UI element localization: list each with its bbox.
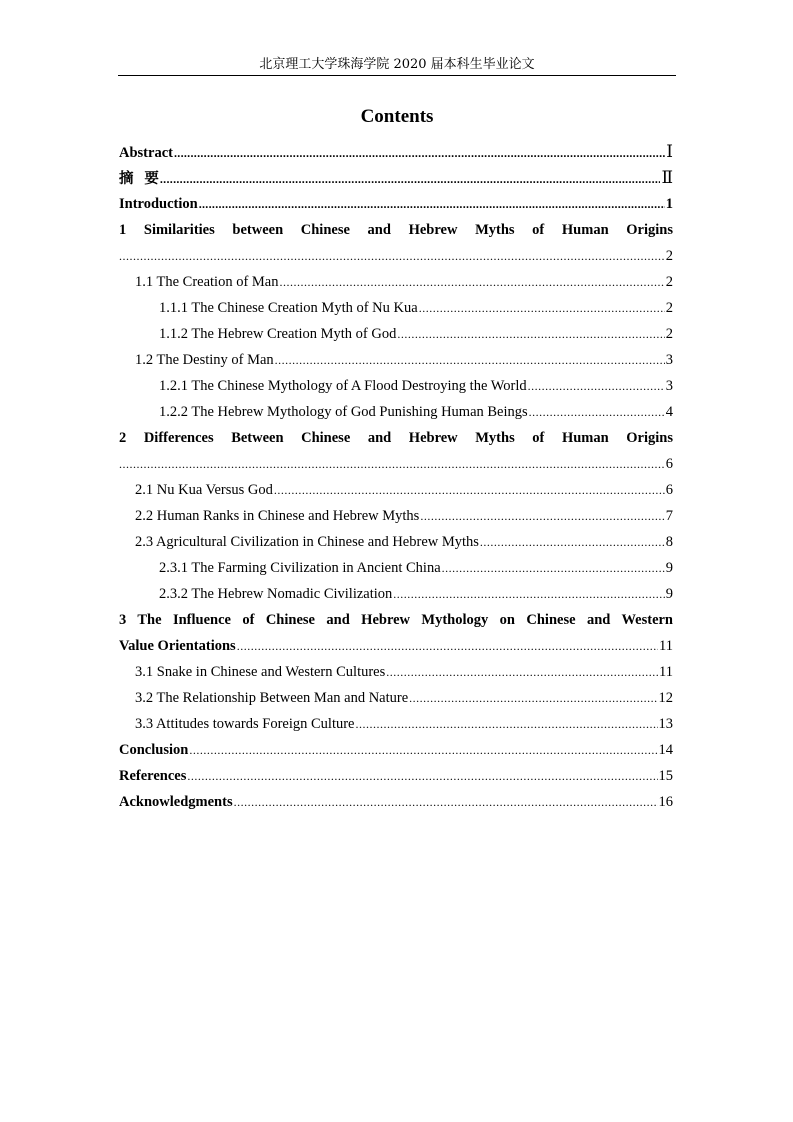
toc-entry-continuation	[119, 451, 673, 477]
toc-entry-label: 1.2.2 The Hebrew Mythology of God Punishing Human Beings	[159, 404, 528, 420]
toc-entry-page: 2	[665, 326, 673, 342]
dot-leader	[420, 503, 664, 529]
toc-entry-acknowledgments[interactable]	[119, 789, 673, 815]
toc-entry-page: Ⅰ	[666, 142, 673, 161]
toc-entry-section-2-2[interactable]	[119, 503, 673, 529]
dot-leader	[199, 191, 665, 217]
toc-entry-abstract[interactable]	[119, 139, 673, 165]
toc-entry-chapter-2[interactable]	[119, 425, 673, 477]
toc-entry-page: 12	[658, 690, 673, 706]
toc-entry-section-2-3-1[interactable]	[119, 555, 673, 581]
dot-leader	[386, 659, 658, 685]
toc-entry-label: 2.3 Agricultural Civilization in Chinese and Hebrew Myths	[135, 534, 479, 550]
toc-entry-page: 1	[665, 196, 673, 212]
toc-entry-label: 2.3.1 The Farming Civilization in Ancient China	[159, 560, 441, 576]
toc-entry-page: 6	[665, 456, 673, 472]
table-of-contents	[119, 139, 673, 815]
dot-leader	[393, 581, 664, 607]
toc-entry-page: 13	[658, 716, 673, 732]
toc-entry-label-continued: Value Orientations	[119, 638, 236, 654]
toc-entry-section-3-2[interactable]	[119, 685, 673, 711]
toc-entry-page: 11	[659, 638, 673, 654]
toc-entry-label: 3.2 The Relationship Between Man and Nature	[135, 690, 409, 706]
toc-entry-page: 9	[665, 560, 673, 576]
dot-leader	[409, 685, 657, 711]
toc-entry-page: 3	[665, 352, 673, 368]
toc-entry-chinese-abstract[interactable]	[119, 165, 673, 191]
toc-entry-label: 1.2.1 The Chinese Mythology of A Flood Destroying the World	[159, 378, 527, 394]
toc-entry-label: References	[119, 768, 187, 784]
toc-entry-page: 2	[665, 300, 673, 316]
dot-leader	[234, 789, 658, 815]
toc-entry-chapter-3[interactable]	[119, 607, 673, 659]
toc-entry-label: Introduction	[119, 196, 198, 212]
dot-leader	[189, 737, 657, 763]
toc-entry-label: 1.1 The Creation of Man	[135, 274, 279, 290]
toc-entry-page: 8	[665, 534, 673, 550]
toc-entry-page: 15	[658, 768, 673, 784]
toc-title: Contents	[360, 106, 434, 127]
dot-leader	[528, 373, 665, 399]
toc-entry-section-1-1-1[interactable]	[119, 295, 673, 321]
toc-entry-label: 2.1 Nu Kua Versus God	[135, 482, 273, 498]
toc-entry-continuation	[119, 243, 673, 269]
dot-leader	[274, 477, 665, 503]
toc-entry-label: Acknowledgments	[119, 794, 233, 810]
toc-entry-page: Ⅱ	[661, 168, 673, 187]
dot-leader	[237, 633, 658, 659]
toc-entry-page: 14	[658, 742, 673, 758]
toc-entry-label: 1 Similarities between Chinese and Hebrew Myths of Human Origins	[119, 222, 673, 238]
toc-entry-label: 2 Differences Between Chinese and Hebrew Myths of Human Origins	[119, 430, 673, 446]
toc-entry-label: Conclusion	[119, 742, 189, 758]
dot-leader	[187, 763, 657, 789]
dot-leader	[174, 140, 665, 166]
header-rule	[118, 75, 676, 76]
toc-entry-label: 3.3 Attitudes towards Foreign Culture	[135, 716, 355, 732]
dot-leader	[275, 347, 665, 373]
toc-entry-label: Abstract	[119, 145, 173, 161]
toc-entry-section-1-1[interactable]	[119, 269, 673, 295]
toc-entry-label: 3.1 Snake in Chinese and Western Cultures	[135, 664, 386, 680]
toc-entry-continuation	[119, 633, 673, 659]
toc-entry-section-3-1[interactable]	[119, 659, 673, 685]
dot-leader	[356, 711, 658, 737]
toc-entry-label: 1.2 The Destiny of Man	[135, 352, 274, 368]
dot-leader	[419, 295, 665, 321]
toc-entry-section-3-3[interactable]	[119, 711, 673, 737]
dot-leader	[397, 321, 664, 347]
toc-entry-introduction[interactable]	[119, 191, 673, 217]
toc-entry-page: 2	[665, 248, 673, 264]
dot-leader	[119, 451, 665, 477]
toc-entry-page: 4	[665, 404, 673, 420]
dot-leader	[119, 243, 665, 269]
toc-entry-section-2-1[interactable]	[119, 477, 673, 503]
toc-entry-references[interactable]	[119, 763, 673, 789]
toc-entry-section-1-2-2[interactable]	[119, 399, 673, 425]
toc-entry-label: 2.2 Human Ranks in Chinese and Hebrew Myths	[135, 508, 420, 524]
dot-leader	[529, 399, 665, 425]
toc-entry-label: 3 The Influence of Chinese and Hebrew Mythology on Chinese and Western	[119, 612, 673, 628]
toc-entry-page: 9	[665, 586, 673, 602]
toc-entry-label: 1.1.2 The Hebrew Creation Myth of God	[159, 326, 397, 342]
toc-entry-section-2-3[interactable]	[119, 529, 673, 555]
toc-entry-page: 6	[665, 482, 673, 498]
toc-entry-label: 2.3.2 The Hebrew Nomadic Civilization	[159, 586, 393, 602]
toc-entry-label: 摘 要	[119, 171, 159, 187]
toc-entry-section-1-2-1[interactable]	[119, 373, 673, 399]
toc-entry-section-1-2[interactable]	[119, 347, 673, 373]
toc-entry-page: 16	[658, 794, 673, 810]
running-header: 北京理工大学珠海学院 2020 届本科生毕业论文	[259, 57, 535, 72]
toc-entry-section-1-1-2[interactable]	[119, 321, 673, 347]
toc-entry-page: 7	[665, 508, 673, 524]
dot-leader	[160, 166, 661, 192]
toc-entry-page: 11	[659, 664, 673, 680]
toc-entry-conclusion[interactable]	[119, 737, 673, 763]
dot-leader	[280, 269, 665, 295]
toc-entry-label: 1.1.1 The Chinese Creation Myth of Nu Kua	[159, 300, 418, 316]
toc-entry-page: 2	[665, 274, 673, 290]
dot-leader	[442, 555, 665, 581]
dot-leader	[480, 529, 665, 555]
toc-entry-chapter-1[interactable]	[119, 217, 673, 269]
toc-entry-page: 3	[665, 378, 673, 394]
toc-entry-section-2-3-2[interactable]	[119, 581, 673, 607]
